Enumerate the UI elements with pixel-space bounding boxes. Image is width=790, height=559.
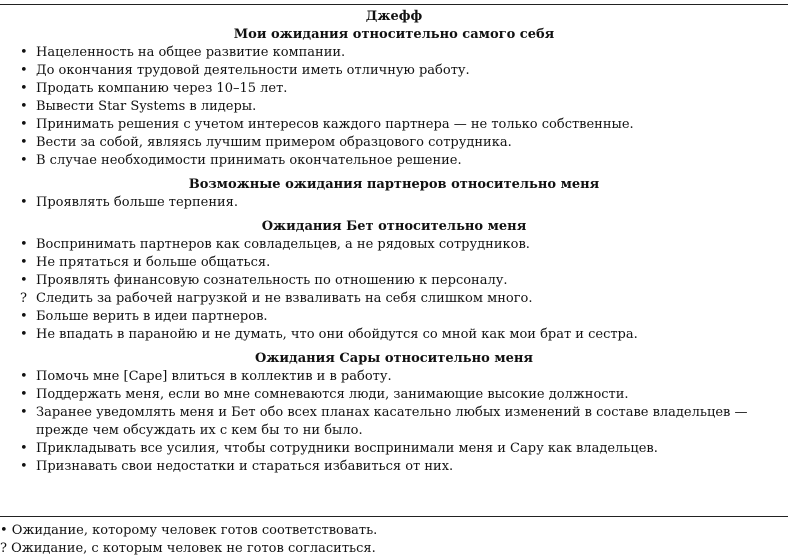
- section-heading: Возможные ожидания партнеров относительно меня: [188, 177, 600, 192]
- item-list: [0, 368, 788, 476]
- person-name: Джефф: [365, 9, 423, 24]
- section-self: [0, 26, 788, 170]
- item-text: Воспринимать партнеров как совладельцев, а не рядовых сотрудников.: [36, 237, 530, 252]
- item-text: В случае необходимости принимать окончательное решение.: [36, 153, 462, 168]
- list-item: [20, 290, 788, 308]
- item-text: Не впадать в паранойю и не думать, что они обойдутся со мной как мои брат и сестра.: [36, 327, 638, 342]
- list-item: [20, 308, 788, 326]
- list-item: [20, 80, 788, 98]
- item-text: Заранее уведомлять меня и Бет обо всех планах касательно любых изменений в составе владельцев — прежде чем обсуждать их с кем бы то ни было.: [36, 405, 748, 438]
- bullet-marker: •: [20, 99, 28, 114]
- list-item: [20, 62, 788, 80]
- list-item: [20, 236, 788, 254]
- bullet-marker: •: [20, 387, 28, 402]
- bullet-marker: •: [20, 459, 28, 474]
- item-text: Поддержать меня, если во мне сомневаются люди, занимающие высокие должности.: [36, 387, 629, 402]
- list-item: [20, 272, 788, 290]
- list-item: [20, 98, 788, 116]
- list-item: [20, 116, 788, 134]
- list-item: [20, 326, 788, 344]
- item-text: Вывести Star Systems в лидеры.: [36, 99, 257, 114]
- item-text: Не прятаться и больше общаться.: [36, 255, 271, 270]
- item-text: Прикладывать все усилия, чтобы сотрудники воспринимали меня и Сару как владельцев.: [36, 441, 658, 456]
- bullet-marker: •: [20, 273, 28, 288]
- footnote-question: ? Ожидание, с которым человек не готов согласиться.: [0, 541, 376, 556]
- list-item: [20, 368, 788, 386]
- item-text: Больше верить в идеи партнеров.: [36, 309, 268, 324]
- item-text: Проявлять финансовую сознательность по отношению к персоналу.: [36, 273, 508, 288]
- bullet-marker: •: [20, 327, 28, 342]
- item-list: [0, 194, 788, 212]
- item-text: Помочь мне [Саре] влиться в коллектив и в работу.: [36, 369, 392, 384]
- bullet-marker: •: [20, 369, 28, 384]
- item-text: Проявлять больше терпения.: [36, 195, 238, 210]
- item-text: Продать компанию через 10–15 лет.: [36, 81, 288, 96]
- bullet-marker: •: [20, 63, 28, 78]
- section-partners: [0, 176, 788, 212]
- list-item: [20, 152, 788, 170]
- bullet-marker: •: [20, 135, 28, 150]
- list-item: [20, 458, 788, 476]
- bullet-marker: •: [20, 309, 28, 324]
- list-item: [20, 386, 788, 404]
- item-text: Нацеленность на общее развитие компании.: [36, 45, 346, 60]
- section-heading: Ожидания Сары относительно меня: [254, 351, 534, 366]
- bullet-marker: •: [20, 81, 28, 96]
- item-text: До окончания трудовой деятельности иметь отличную работу.: [36, 63, 470, 78]
- list-item: [20, 194, 788, 212]
- item-text: Вести за собой, являясь лучшим примером образцового сотрудника.: [36, 135, 512, 150]
- bullet-marker: •: [20, 195, 28, 210]
- bullet-marker: •: [20, 237, 28, 252]
- section-bet: [0, 218, 788, 344]
- footnote-bullet: • Ожидание, которому человек готов соответствовать.: [0, 523, 378, 538]
- bullet-marker: •: [20, 255, 28, 270]
- item-text: Принимать решения с учетом интересов каждого партнера — не только собственные.: [36, 117, 634, 132]
- item-list: [0, 236, 788, 344]
- list-item: [20, 440, 788, 458]
- list-item: [20, 404, 776, 440]
- item-text: Следить за рабочей нагрузкой и не взваливать на себя слишком много.: [36, 291, 533, 306]
- bullet-marker: •: [20, 405, 28, 420]
- list-item: [20, 134, 788, 152]
- question-marker: ?: [20, 291, 27, 306]
- bullet-marker: •: [20, 153, 28, 168]
- section-heading: Мои ожидания относительно самого себя: [233, 27, 555, 42]
- list-item: [20, 254, 788, 272]
- list-item: [20, 44, 788, 62]
- item-text: Признавать свои недостатки и стараться избавиться от них.: [36, 459, 454, 474]
- expectations-table: [0, 4, 788, 517]
- section-heading: Ожидания Бет относительно меня: [261, 219, 527, 234]
- bullet-marker: •: [20, 117, 28, 132]
- footnotes: [0, 522, 790, 558]
- bullet-marker: •: [20, 441, 28, 456]
- bullet-marker: •: [20, 45, 28, 60]
- item-list: [0, 44, 788, 170]
- section-sara: [0, 350, 788, 476]
